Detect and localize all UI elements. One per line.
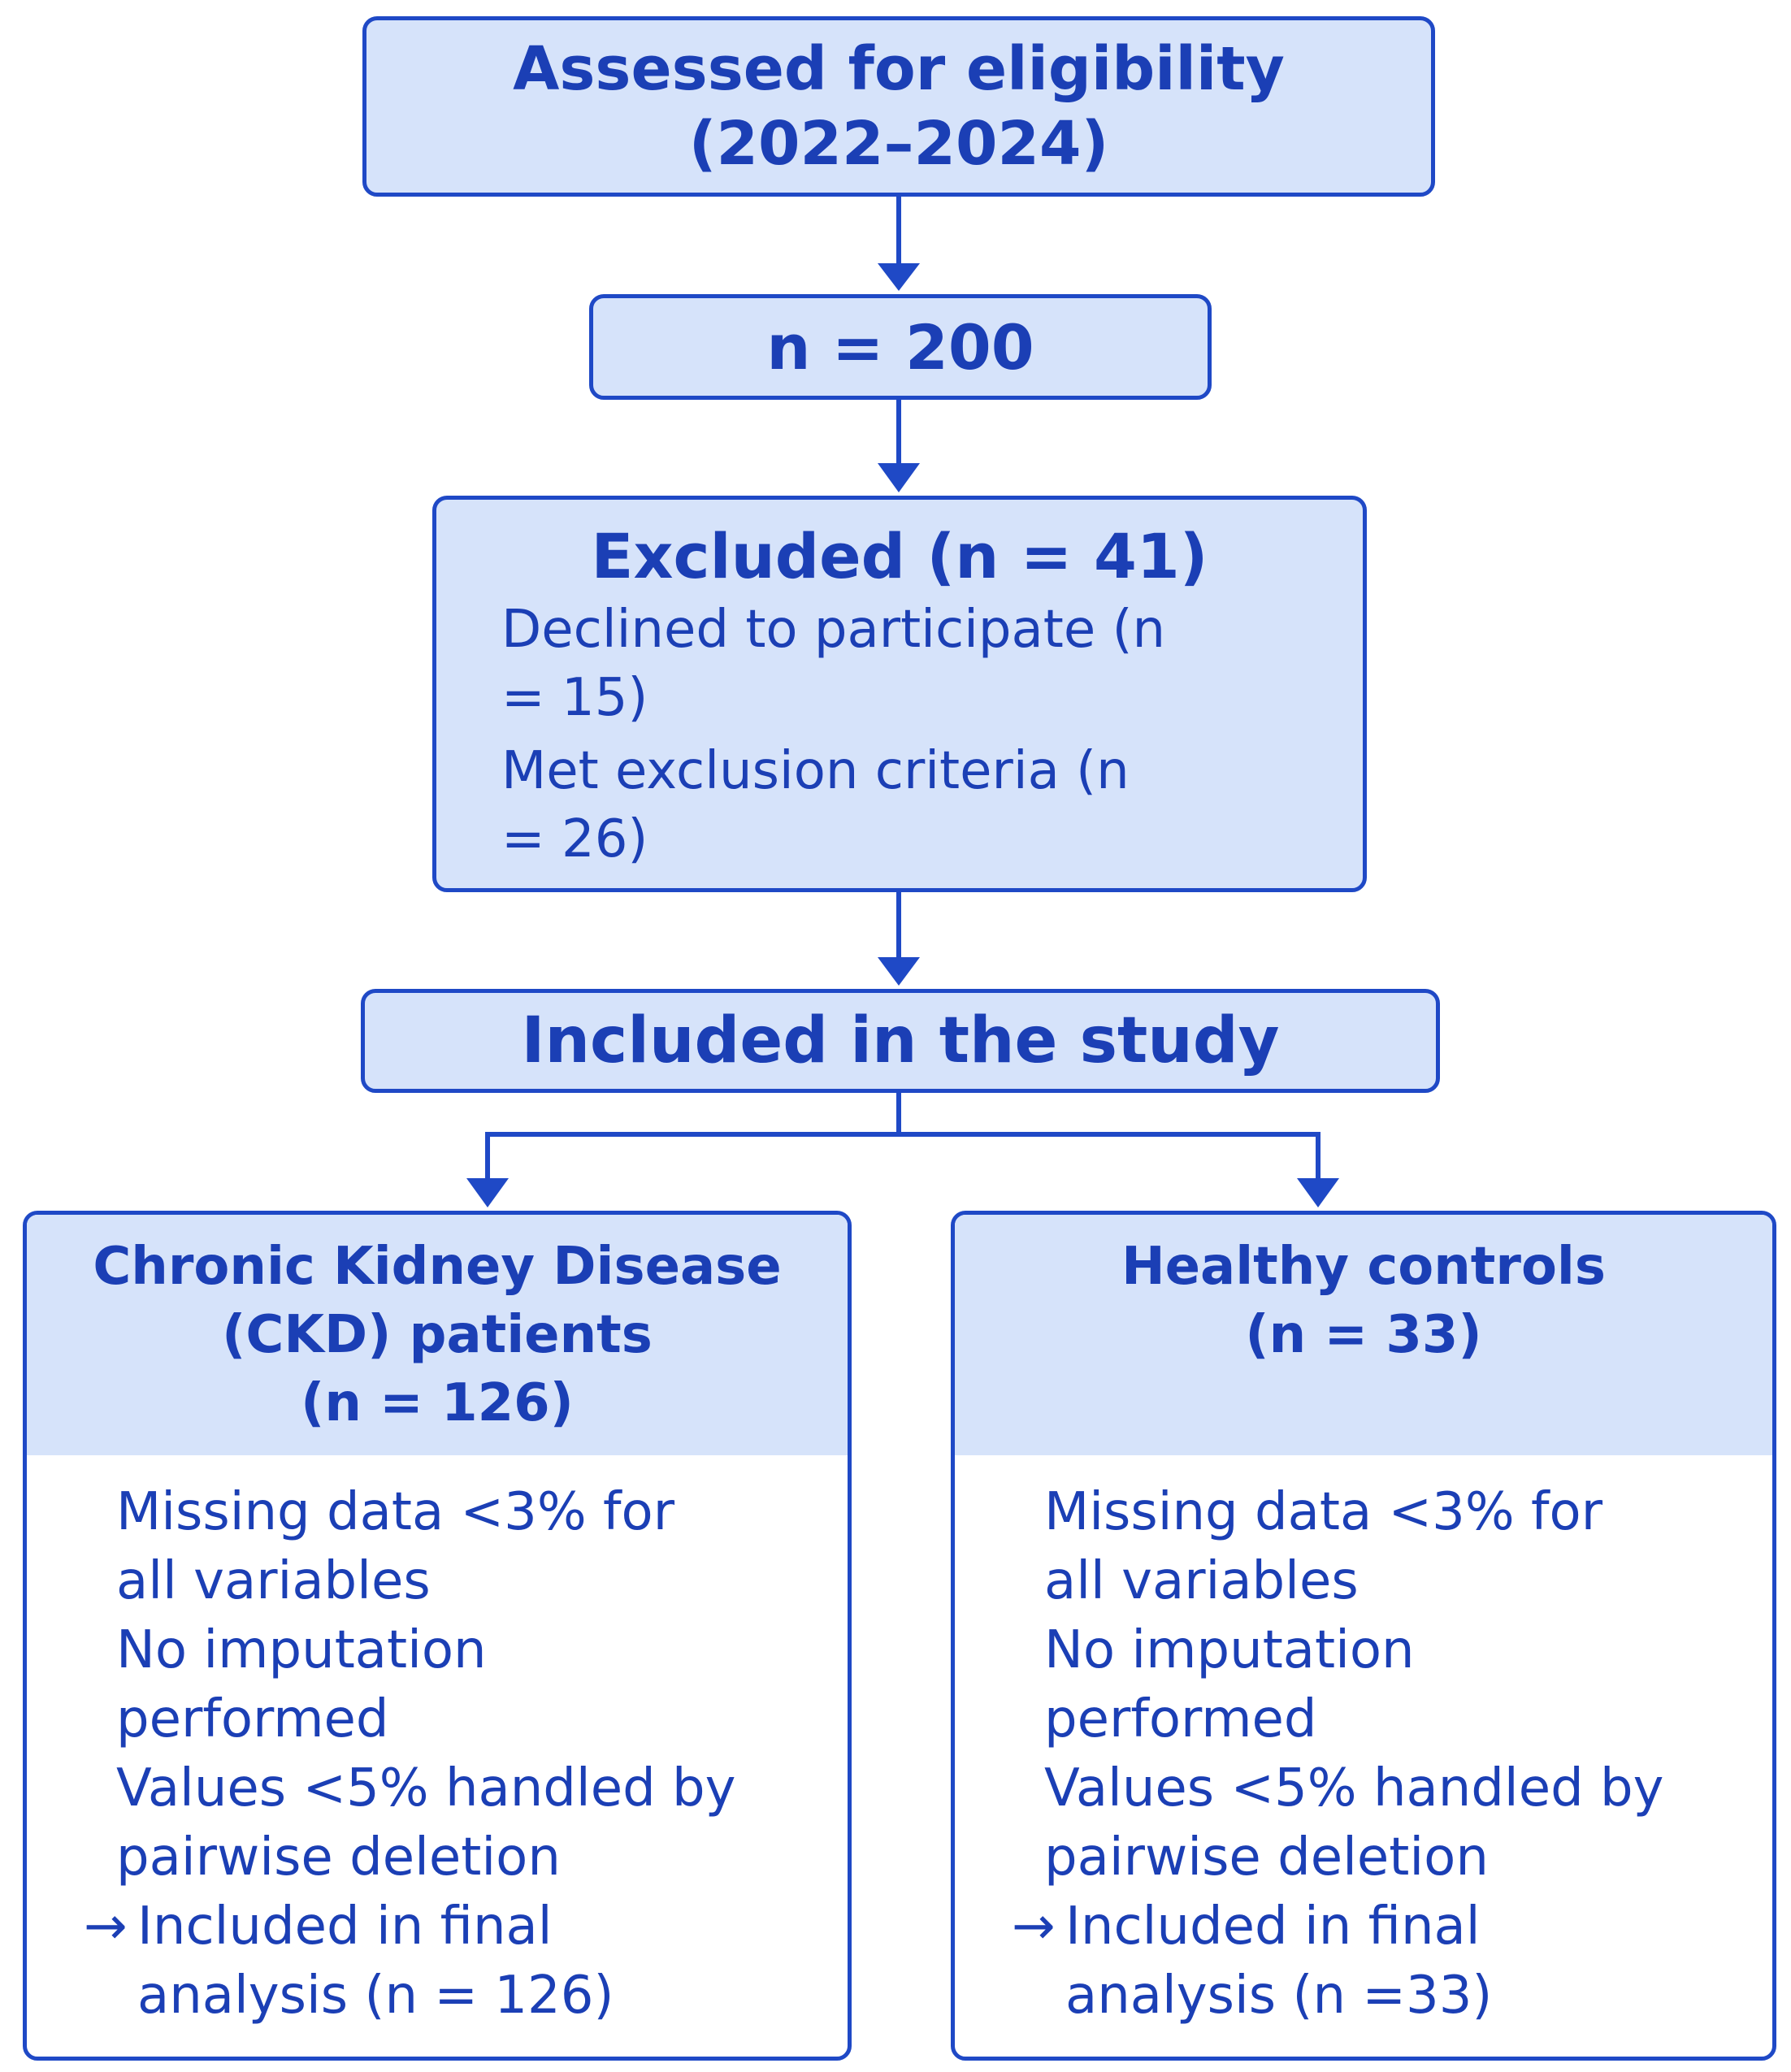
- ckd-body: [84, 1478, 831, 2031]
- controls-count: (n = 33): [1245, 1305, 1482, 1365]
- controls-body-line: Missing data <3% for: [1044, 1482, 1602, 1542]
- controls-title-line: Healthy controls: [1121, 1237, 1606, 1297]
- excluded-item-count: = 26): [501, 809, 648, 869]
- ckd-title: [27, 1233, 848, 1437]
- controls-body-line: all variables: [1044, 1551, 1359, 1611]
- included-label: Included in the study: [521, 1004, 1280, 1077]
- controls-body: [1012, 1478, 1756, 2031]
- ckd-final-line: Included in final: [137, 1896, 553, 1957]
- excluded-box: [432, 496, 1367, 892]
- controls-body-line: performed: [1044, 1689, 1317, 1749]
- ckd-title-line: (CKD) patients: [222, 1305, 653, 1365]
- ckd-group-box: [23, 1211, 852, 2061]
- excluded-item-text: Met exclusion criteria (n: [501, 741, 1130, 801]
- ckd-body-line: all variables: [116, 1551, 431, 1611]
- ckd-body-line: Missing data <3% for: [116, 1482, 674, 1542]
- excluded-item-text: Declined to participate (n: [501, 600, 1166, 660]
- controls-body-line: pairwise deletion: [1044, 1827, 1489, 1888]
- controls-body-line: No imputation: [1044, 1620, 1415, 1680]
- total-box: [589, 294, 1212, 400]
- assessed-period: (2022–2024): [688, 109, 1109, 179]
- controls-title: [955, 1233, 1772, 1369]
- ckd-body-line: Values <5% handled by: [116, 1758, 736, 1818]
- controls-final-count: analysis (n =33): [1065, 1966, 1493, 2026]
- right-arrow-icon: →: [84, 1896, 128, 1957]
- ckd-body-line: pairwise deletion: [116, 1827, 561, 1888]
- ckd-final-count: analysis (n = 126): [137, 1966, 614, 2026]
- controls-final-line: Included in final: [1065, 1896, 1481, 1957]
- assessed-box: [362, 16, 1435, 197]
- ckd-body-line: performed: [116, 1689, 389, 1749]
- arrowhead-ckd: [466, 1178, 509, 1207]
- connector-included-to-controls: [899, 1134, 1318, 1180]
- controls-final-analysis: [1012, 1892, 1756, 2031]
- right-arrow-icon: →: [1012, 1896, 1056, 1957]
- excluded-title: Excluded (n = 41): [591, 520, 1208, 592]
- excluded-item-criteria: [501, 737, 1330, 873]
- ckd-title-line: Chronic Kidney Disease: [93, 1237, 782, 1297]
- excluded-item-count: = 15): [501, 668, 648, 728]
- arrowhead-included: [878, 957, 920, 986]
- controls-body-line: Values <5% handled by: [1044, 1758, 1664, 1818]
- arrowhead-controls: [1297, 1178, 1339, 1207]
- ckd-final-analysis: [84, 1892, 831, 2031]
- assessed-title: Assessed for eligibility: [513, 34, 1285, 104]
- connector-included-to-groups: [488, 1093, 899, 1180]
- total-count: n = 200: [766, 310, 1034, 384]
- included-box: [361, 989, 1440, 1093]
- controls-group-box: [951, 1211, 1776, 2061]
- arrowhead-excluded: [878, 463, 920, 492]
- arrowhead-total: [878, 263, 920, 291]
- ckd-header: [27, 1215, 848, 1455]
- ckd-body-line: No imputation: [116, 1620, 487, 1680]
- ckd-count: (n = 126): [301, 1373, 574, 1433]
- controls-header: [955, 1215, 1772, 1455]
- excluded-item-declined: [501, 596, 1330, 732]
